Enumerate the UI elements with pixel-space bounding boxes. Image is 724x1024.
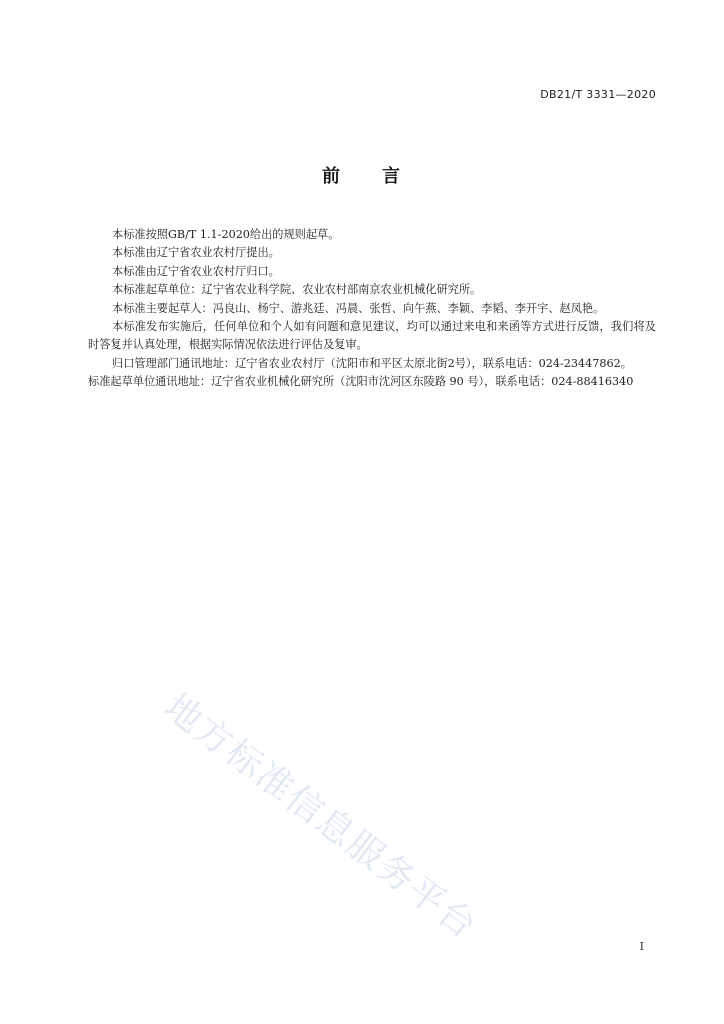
title-char-1: 前 <box>322 166 342 187</box>
paragraph-feedback: 本标准发布实施后，任何单位和个人如有问题和意见建议，均可以通过来电和来函等方式进行反馈，我们将及时答复并认真处理，根据实际情况依法进行评估及复审。 <box>88 320 656 352</box>
foreword-body <box>88 226 656 392</box>
paragraph-drafting-rules: 本标准按照GB/T 1.1-2020给出的规则起草。 <box>112 228 340 241</box>
page-number: I <box>639 940 644 953</box>
paragraph-proposed-by: 本标准由辽宁省农业农村厅提出。 <box>112 246 280 260</box>
paragraph-drafting-unit-address: 标准起草单位通讯地址：辽宁省农业机械化研究所（沈阳市沈河区东陵路 90 号），联系电话：024-88416340 <box>88 375 634 389</box>
document-code: DB21/T 3331—2020 <box>540 88 656 101</box>
page-title <box>0 162 724 188</box>
title-char-2: 言 <box>382 166 402 187</box>
paragraph-drafters: 本标准主要起草人：冯良山、杨宁、游兆廷、冯晨、张哲、向午燕、李颖、李韬、李开宇、赵凤艳。 <box>112 301 605 315</box>
paragraph-admin-address: 归口管理部门通讯地址：辽宁省农业农村厅（沈阳市和平区太原北街2号），联系电话：024-23447862。 <box>112 356 632 370</box>
watermark: 地方标准信息服务平台 <box>156 686 485 948</box>
paragraph-administered-by: 本标准由辽宁省农业农村厅归口。 <box>112 264 280 278</box>
paragraph-drafting-units: 本标准起草单位：辽宁省农业科学院、农业农村部南京农业机械化研究所。 <box>112 283 482 297</box>
